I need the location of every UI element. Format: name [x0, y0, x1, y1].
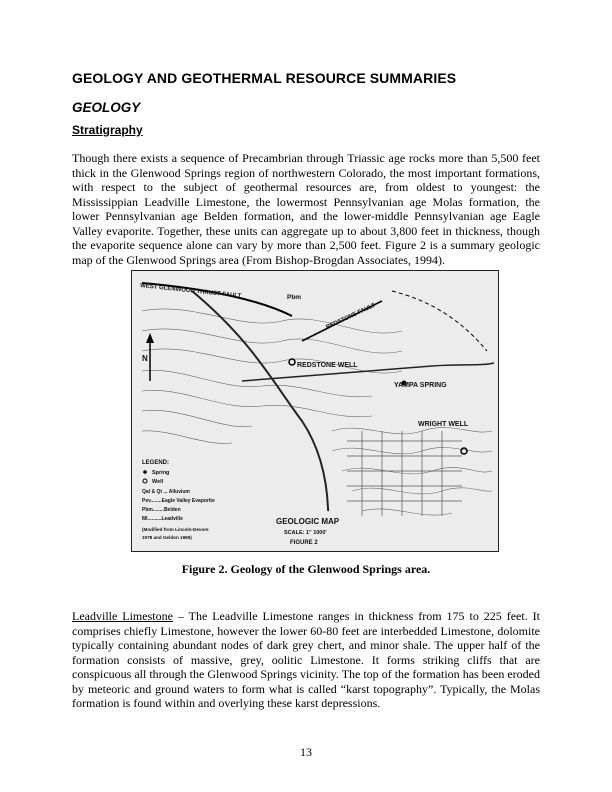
redstone-well-label: REDSTONE WELL: [297, 362, 358, 369]
page-number: 13: [300, 745, 312, 759]
west-glenwood-fault-label: WEST GLENWOOD THRUST FAULT: [139, 283, 242, 300]
leadville-paragraph-text: – The Leadville Limestone ranges in thickness from 175 to 225 feet. It comprises chiefly Limestone, however the lower 60-80 feet are interbedded Limestone, dolomite typically containing abundant nodes of dark grey chert, and minor shale. The upper half of the formation consists of massive, grey, oolitic Limestone. It forms striking cliffs that are conspicuous all through the Glenwood Springs vicinity. The top of the formation has been eroded by meteoric and ground waters to form what is called “karst topography”. Typically, the Molas formation is found within and overlying these karst depressions.: [72, 609, 540, 710]
wright-well-label: WRIGHT WELL: [418, 421, 469, 428]
map-title: GEOLOGIC MAP: [276, 517, 340, 526]
map-scale: SCALE: 1" 1000': [284, 530, 327, 536]
map-title-block: [270, 511, 354, 547]
map-legend: [136, 454, 254, 544]
subsection-heading: GEOLOGY: [72, 100, 141, 115]
legend-source-2: 1978 and Geldon 1989): [142, 535, 192, 540]
north-label: N: [142, 354, 148, 363]
figure-caption: Figure 2. Geology of the Glenwood Springs area.: [181, 562, 431, 576]
yampa-spring-label: YAMPA SPRING: [394, 382, 447, 389]
legend-well: Well: [152, 479, 164, 485]
legend-pbm: Pbm........Belden: [142, 507, 181, 513]
geologic-map: [132, 271, 498, 551]
section-heading: GEOLOGY AND GEOTHERMAL RESOURCE SUMMARIES: [72, 70, 457, 86]
pbm-label: Pbm: [287, 294, 302, 301]
legend-title: LEGEND:: [142, 460, 169, 466]
legend-spring-icon: [143, 470, 147, 474]
map-figure-number: FIGURE 2: [290, 540, 318, 546]
legend-spring: Spring: [152, 470, 170, 476]
redstone-fault-label: REDSTONE FAULT: [325, 302, 377, 331]
legend-ml: Ml..........Leadville: [142, 516, 183, 522]
stratigraphy-paragraph: Though there exists a sequence of Precambrian through Triassic age rocks more than 5,500 feet thick in the Glenwood Springs region of northwestern Colorado, the most important formations, with respect to the subject of geothermal resources are, from oldest to youngest: the Mississippian Leadville Limestone, the lowermost Pennsylvanian age Molas formation, the lower Pennsylvanian age Belden formation, and the lower-middle Pennsylvanian age Eagle Valley evaporite. Together, these units can aggregate up to about 3,800 feet in thickness, though the evaporite sequence alone can vary by more than 2,500 feet. Figure 2 is a summary geologic map of the Glenwood Springs area (From Bishop-Brogdan Associates, 1994).: [72, 151, 540, 267]
geologic-map-figure: [131, 270, 499, 552]
subsubsection-heading: Stratigraphy: [72, 123, 143, 137]
legend-source-1: (Modified from Lincoln-Devore: [142, 527, 209, 532]
leadville-paragraph: [72, 609, 540, 711]
leadville-run-in-heading: Leadville Limestone: [72, 609, 173, 623]
legend-pev: Pev........Eagle Valley Evaporite: [142, 498, 215, 504]
legend-alluvium: Qal & Qt ... Alluvium: [142, 489, 190, 495]
